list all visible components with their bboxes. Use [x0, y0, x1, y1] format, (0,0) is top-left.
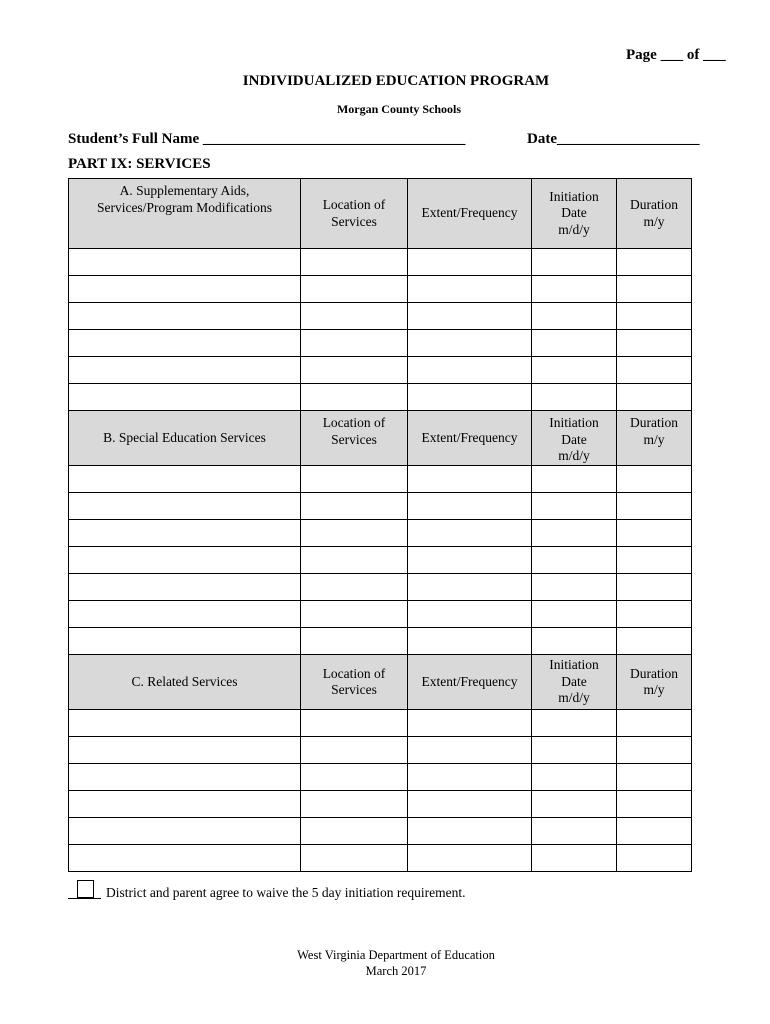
table-cell[interactable]	[532, 357, 617, 384]
table-cell[interactable]	[617, 384, 692, 411]
table-cell[interactable]	[532, 791, 617, 818]
initiation-line2: Date	[561, 673, 587, 689]
table-row[interactable]	[69, 547, 692, 574]
location-header	[301, 411, 408, 466]
table-cell[interactable]	[301, 466, 408, 493]
location-header	[301, 179, 408, 249]
table-cell[interactable]	[301, 845, 408, 872]
table-cell[interactable]	[301, 764, 408, 791]
initiation-line3: m/d/y	[558, 448, 590, 463]
table-row[interactable]	[69, 737, 692, 764]
table-cell[interactable]	[69, 276, 301, 303]
table-cell[interactable]	[301, 276, 408, 303]
table-row[interactable]	[69, 791, 692, 818]
initiation-line3: m/d/y	[558, 690, 590, 706]
duration-line1: Duration	[630, 415, 678, 430]
table-cell[interactable]	[301, 547, 408, 574]
table-cell[interactable]	[408, 791, 532, 818]
table-cell[interactable]	[69, 303, 301, 330]
table-cell[interactable]	[617, 249, 692, 276]
table-cell[interactable]	[617, 493, 692, 520]
table-cell[interactable]	[617, 547, 692, 574]
table-row[interactable]	[69, 601, 692, 628]
table-cell[interactable]	[301, 493, 408, 520]
table-row[interactable]	[69, 249, 692, 276]
document-title: INDIVIDUALIZED EDUCATION PROGRAM	[242, 73, 550, 89]
extent-header: Extent/Frequency	[408, 179, 532, 249]
table-row[interactable]	[69, 764, 692, 791]
section-c-title: C. Related Services	[69, 655, 301, 710]
table-cell[interactable]	[532, 384, 617, 411]
table-cell[interactable]	[301, 818, 408, 845]
table-cell[interactable]	[532, 330, 617, 357]
table-row[interactable]	[69, 845, 692, 872]
location-line1: Location of	[322, 415, 386, 430]
section-a-title	[69, 179, 301, 249]
section-b-title: B. Special Education Services	[69, 411, 301, 466]
table-cell[interactable]	[69, 330, 301, 357]
table-cell[interactable]	[532, 276, 617, 303]
table-cell[interactable]	[408, 466, 532, 493]
table-cell[interactable]	[532, 520, 617, 547]
table-cell[interactable]	[69, 249, 301, 276]
table-row[interactable]	[69, 520, 692, 547]
table-cell[interactable]	[69, 710, 301, 737]
table-cell[interactable]	[301, 330, 408, 357]
table-cell[interactable]	[617, 357, 692, 384]
table-cell[interactable]	[617, 791, 692, 818]
checkbox-underline	[68, 898, 101, 899]
location-line1: Location of	[322, 197, 386, 212]
table-cell[interactable]	[301, 628, 408, 655]
table-cell[interactable]	[408, 357, 532, 384]
table-cell[interactable]	[532, 574, 617, 601]
initiation-header	[532, 179, 617, 249]
initiation-header	[532, 655, 617, 710]
section-a-header	[69, 179, 692, 249]
table-cell[interactable]	[617, 574, 692, 601]
table-row[interactable]	[69, 493, 692, 520]
table-cell[interactable]	[532, 303, 617, 330]
table-cell[interactable]	[301, 357, 408, 384]
table-cell[interactable]	[532, 818, 617, 845]
table-cell[interactable]	[69, 520, 301, 547]
table-cell[interactable]	[532, 764, 617, 791]
table-cell[interactable]	[617, 330, 692, 357]
footer-line2: March 2017	[365, 964, 427, 978]
extent-header: Extent/Frequency	[408, 655, 532, 710]
initiation-line1: Initiation	[549, 657, 599, 673]
table-cell[interactable]	[69, 737, 301, 764]
table-row[interactable]	[69, 276, 692, 303]
table-cell[interactable]	[617, 737, 692, 764]
initiation-header	[532, 411, 617, 466]
table-cell[interactable]	[408, 276, 532, 303]
table-cell[interactable]	[617, 710, 692, 737]
section-a-title-line2: Services/Program Modifications	[96, 199, 273, 215]
duration-line2: m/y	[643, 431, 665, 447]
table-cell[interactable]	[69, 493, 301, 520]
waiver-text: District and parent agree to waive the 5 day initiation requirement.	[106, 885, 466, 900]
table-cell[interactable]	[617, 818, 692, 845]
table-cell[interactable]	[69, 791, 301, 818]
duration-header	[617, 179, 692, 249]
duration-line2: m/y	[643, 213, 665, 229]
section-b-header	[69, 411, 692, 466]
location-line2: Services	[331, 213, 377, 229]
table-cell[interactable]	[69, 601, 301, 628]
initiation-line2: Date	[561, 205, 587, 221]
services-table	[68, 178, 692, 872]
initiation-line3: m/d/y	[558, 221, 590, 237]
table-cell[interactable]	[408, 249, 532, 276]
table-cell[interactable]	[617, 764, 692, 791]
table-cell[interactable]	[408, 574, 532, 601]
table-row[interactable]	[69, 330, 692, 357]
table-cell[interactable]	[532, 710, 617, 737]
table-cell[interactable]	[301, 520, 408, 547]
table-cell[interactable]	[532, 601, 617, 628]
table-cell[interactable]	[532, 249, 617, 276]
table-row[interactable]	[69, 628, 692, 655]
table-cell[interactable]	[617, 520, 692, 547]
table-cell[interactable]	[301, 710, 408, 737]
student-name-field[interactable]: Student’s Full Name ___________________________________	[68, 131, 466, 147]
table-cell[interactable]	[408, 330, 532, 357]
table-cell[interactable]	[301, 384, 408, 411]
table-cell[interactable]	[532, 547, 617, 574]
table-cell[interactable]	[69, 818, 301, 845]
table-cell[interactable]	[408, 547, 532, 574]
table-cell[interactable]	[301, 249, 408, 276]
table-cell[interactable]	[617, 628, 692, 655]
table-cell[interactable]	[617, 303, 692, 330]
table-cell[interactable]	[408, 303, 532, 330]
extent-header: Extent/Frequency	[408, 411, 532, 466]
table-cell[interactable]	[69, 845, 301, 872]
table-cell[interactable]	[301, 737, 408, 764]
table-cell[interactable]	[532, 845, 617, 872]
table-cell[interactable]	[408, 737, 532, 764]
table-cell[interactable]	[408, 601, 532, 628]
duration-line2: m/y	[643, 682, 665, 697]
section-a-title-line1: A. Supplementary Aids,	[119, 183, 250, 198]
footer-line1: West Virginia Department of Education	[297, 948, 495, 962]
table-cell[interactable]	[69, 764, 301, 791]
date-field[interactable]: Date___________________	[527, 131, 700, 147]
table-cell[interactable]	[532, 466, 617, 493]
table-row[interactable]	[69, 818, 692, 845]
table-cell[interactable]	[408, 710, 532, 737]
table-row[interactable]	[69, 710, 692, 737]
table-cell[interactable]	[408, 493, 532, 520]
table-cell[interactable]	[301, 574, 408, 601]
location-line2: Services	[331, 431, 377, 447]
initiation-line1: Initiation	[549, 188, 599, 204]
table-cell[interactable]	[532, 628, 617, 655]
table-cell[interactable]	[69, 357, 301, 384]
table-cell[interactable]	[301, 601, 408, 628]
table-cell[interactable]	[69, 574, 301, 601]
section-c-header	[69, 655, 692, 710]
location-header	[301, 655, 408, 710]
table-cell[interactable]	[408, 628, 532, 655]
table-cell[interactable]	[408, 818, 532, 845]
waiver-checkbox[interactable]	[77, 880, 94, 898]
table-cell[interactable]	[69, 384, 301, 411]
table-cell[interactable]	[408, 384, 532, 411]
part-heading: PART IX: SERVICES	[68, 156, 211, 172]
duration-header	[617, 411, 692, 466]
table-cell[interactable]	[301, 791, 408, 818]
district-name: Morgan County Schools	[336, 102, 461, 116]
table-row[interactable]	[69, 466, 692, 493]
table-cell[interactable]	[69, 628, 301, 655]
table-cell[interactable]	[617, 276, 692, 303]
page-number-field[interactable]: Page ___ of ___	[626, 47, 726, 63]
table-cell[interactable]	[617, 845, 692, 872]
initiation-line1: Initiation	[549, 415, 599, 430]
table-cell[interactable]	[617, 466, 692, 493]
table-cell[interactable]	[69, 547, 301, 574]
table-cell[interactable]	[408, 764, 532, 791]
table-cell[interactable]	[301, 303, 408, 330]
duration-line1: Duration	[630, 665, 678, 681]
table-row[interactable]	[69, 384, 692, 411]
table-cell[interactable]	[532, 737, 617, 764]
table-cell[interactable]	[408, 520, 532, 547]
footer	[0, 947, 770, 979]
table-row[interactable]	[69, 357, 692, 384]
table-cell[interactable]	[532, 493, 617, 520]
table-row[interactable]	[69, 303, 692, 330]
initiation-line2: Date	[561, 431, 587, 447]
location-line2: Services	[331, 682, 377, 697]
location-line1: Location of	[322, 665, 386, 681]
table-cell[interactable]	[69, 466, 301, 493]
duration-header	[617, 655, 692, 710]
table-cell[interactable]	[617, 601, 692, 628]
duration-line1: Duration	[630, 197, 678, 212]
table-row[interactable]	[69, 574, 692, 601]
table-cell[interactable]	[408, 845, 532, 872]
